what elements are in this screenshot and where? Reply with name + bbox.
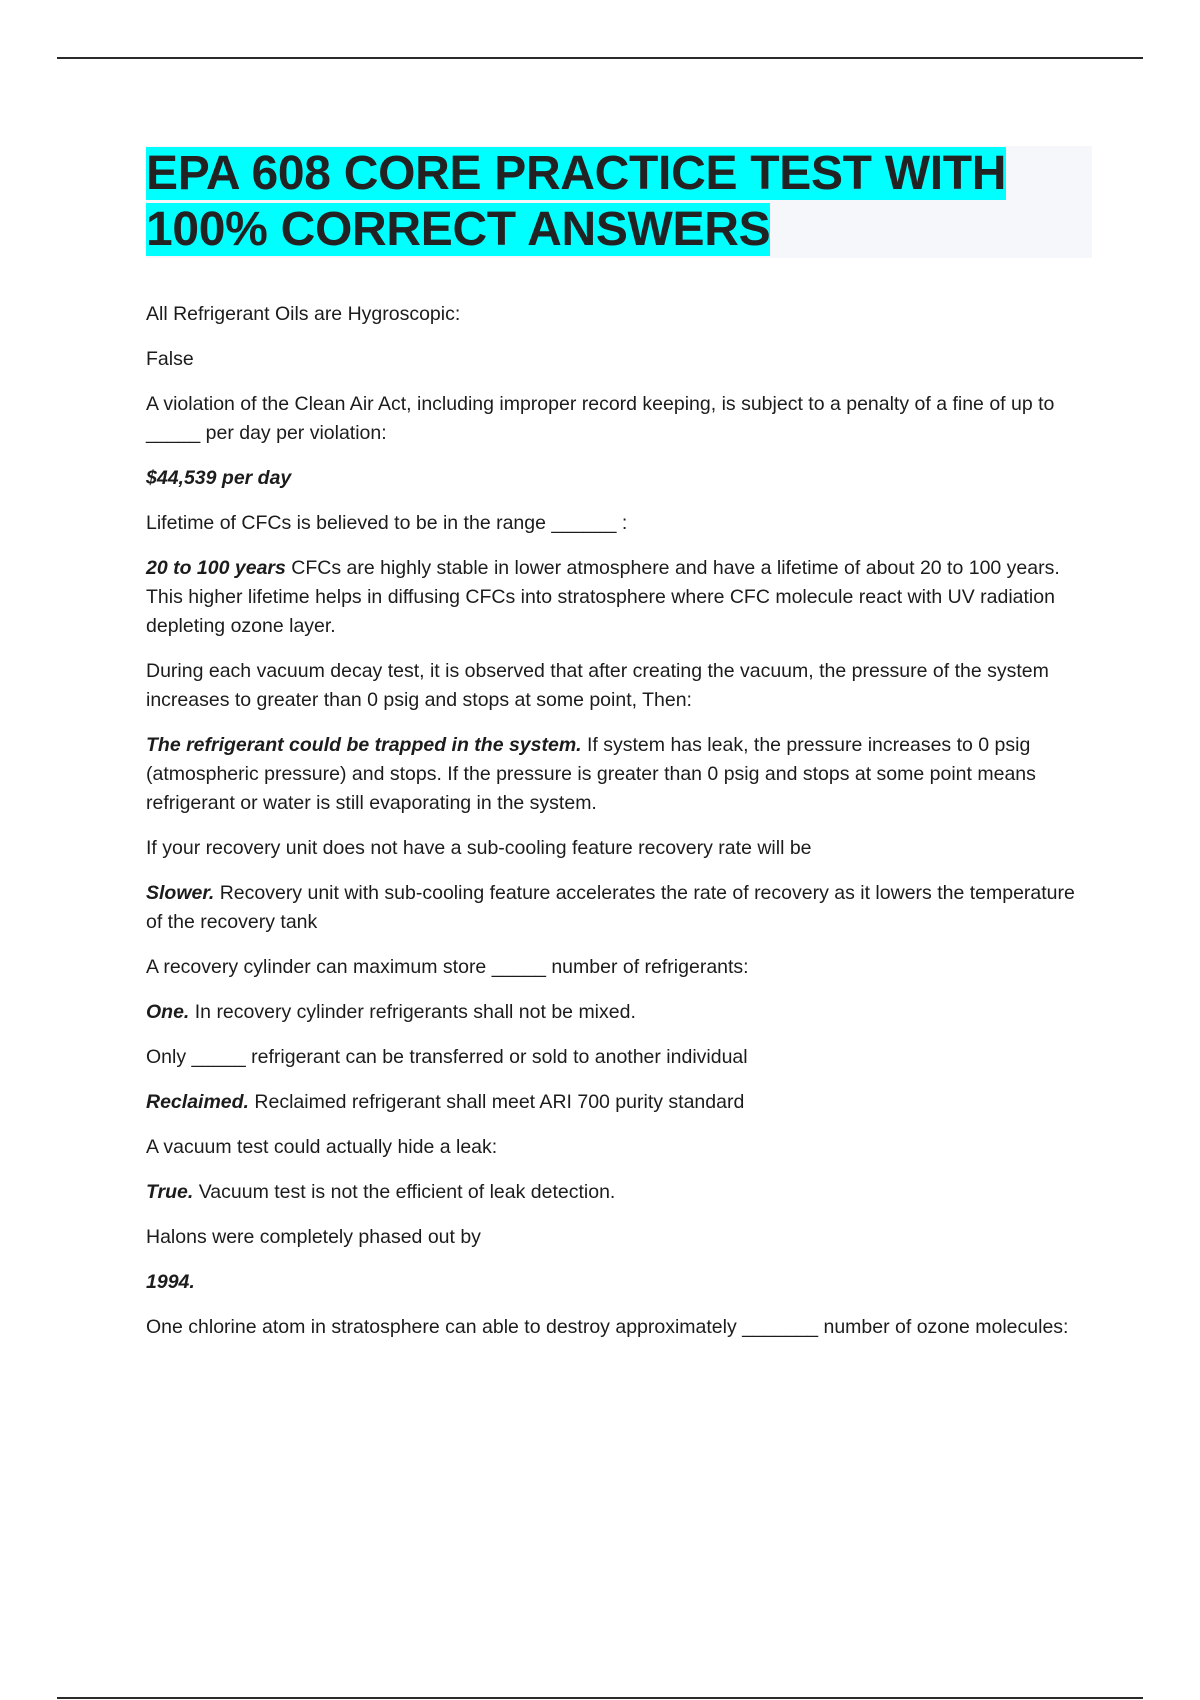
top-rule [57, 57, 1143, 59]
answer-text: CFCs are highly stable in lower atmosphere and have a lifetime of about 20 to 100 years. This higher lifetime helps in diffusing CFCs into stratosphere where CFC molecule react with UV radiation depleting ozone layer. [146, 557, 1060, 637]
document-title [146, 146, 1092, 258]
answer-emphasis: One. [146, 1001, 190, 1023]
title-line-2: 100% CORRECT ANSWERS [146, 203, 771, 256]
question-text: A violation of the Clean Air Act, including improper record keeping, is subject to a penalty of a fine of up to _____ per day per violation: [146, 393, 1055, 444]
question-text: A recovery cylinder can maximum store _____ number of refrigerants: [146, 956, 749, 978]
answer-text: False [146, 348, 194, 370]
answer-emphasis: True. [146, 1181, 194, 1203]
answer-emphasis: 20 to 100 years [146, 557, 286, 579]
answer-emphasis: $44,539 per day [146, 467, 292, 489]
answer-text: In recovery cylinder refrigerants shall not be mixed. [189, 1001, 636, 1023]
title-line-1: EPA 608 CORE PRACTICE TEST WITH [146, 147, 1007, 200]
answer-paragraph [146, 464, 1092, 493]
question-text: Lifetime of CFCs is believed to be in the range ______ : [146, 512, 628, 534]
question-text: One chlorine atom in stratosphere can able to destroy approximately _______ number of ozone molecules: [146, 1316, 1069, 1338]
answer-emphasis: 1994. [146, 1271, 195, 1293]
answer-emphasis: The refrigerant could be trapped in the system. [146, 734, 582, 756]
answer-emphasis: Reclaimed. [146, 1091, 249, 1113]
answer-emphasis: Slower. [146, 882, 215, 904]
answer-paragraph [146, 998, 1092, 1027]
answer-text: Recovery unit with sub-cooling feature accelerates the rate of recovery as it lowers the temperature of the recovery tank [146, 882, 1075, 933]
answer-paragraph [146, 1178, 1092, 1207]
question-text: During each vacuum decay test, it is observed that after creating the vacuum, the pressure of the system increases to greater than 0 psig and stops at some point, Then: [146, 660, 1049, 711]
answer-text: Reclaimed refrigerant shall meet ARI 700 purity standard [248, 1091, 745, 1113]
question-text: Only _____ refrigerant can be transferred or sold to another individual [146, 1046, 748, 1068]
answer-paragraph [146, 1268, 1092, 1297]
qa-content [146, 300, 1092, 1358]
bottom-rule [57, 1697, 1143, 1699]
answer-text: Vacuum test is not the efficient of leak detection. [193, 1181, 616, 1203]
answer-paragraph [146, 554, 1092, 641]
answer-paragraph [146, 879, 1092, 937]
question-text: A vacuum test could actually hide a leak: [146, 1136, 498, 1158]
question-text: If your recovery unit does not have a sub-cooling feature recovery rate will be [146, 837, 812, 859]
answer-text: If system has leak, the pressure increases to 0 psig (atmospheric pressure) and stops. If the pressure is greater than 0 psig and stops at some point means refrigerant or water is still evaporating in the system. [146, 734, 1036, 814]
answer-paragraph [146, 1088, 1092, 1117]
answer-paragraph [146, 731, 1092, 818]
question-text: Halons were completely phased out by [146, 1226, 481, 1248]
title-block [146, 146, 1092, 258]
answer-paragraph [146, 345, 1092, 374]
question-text: All Refrigerant Oils are Hygroscopic: [146, 303, 461, 325]
